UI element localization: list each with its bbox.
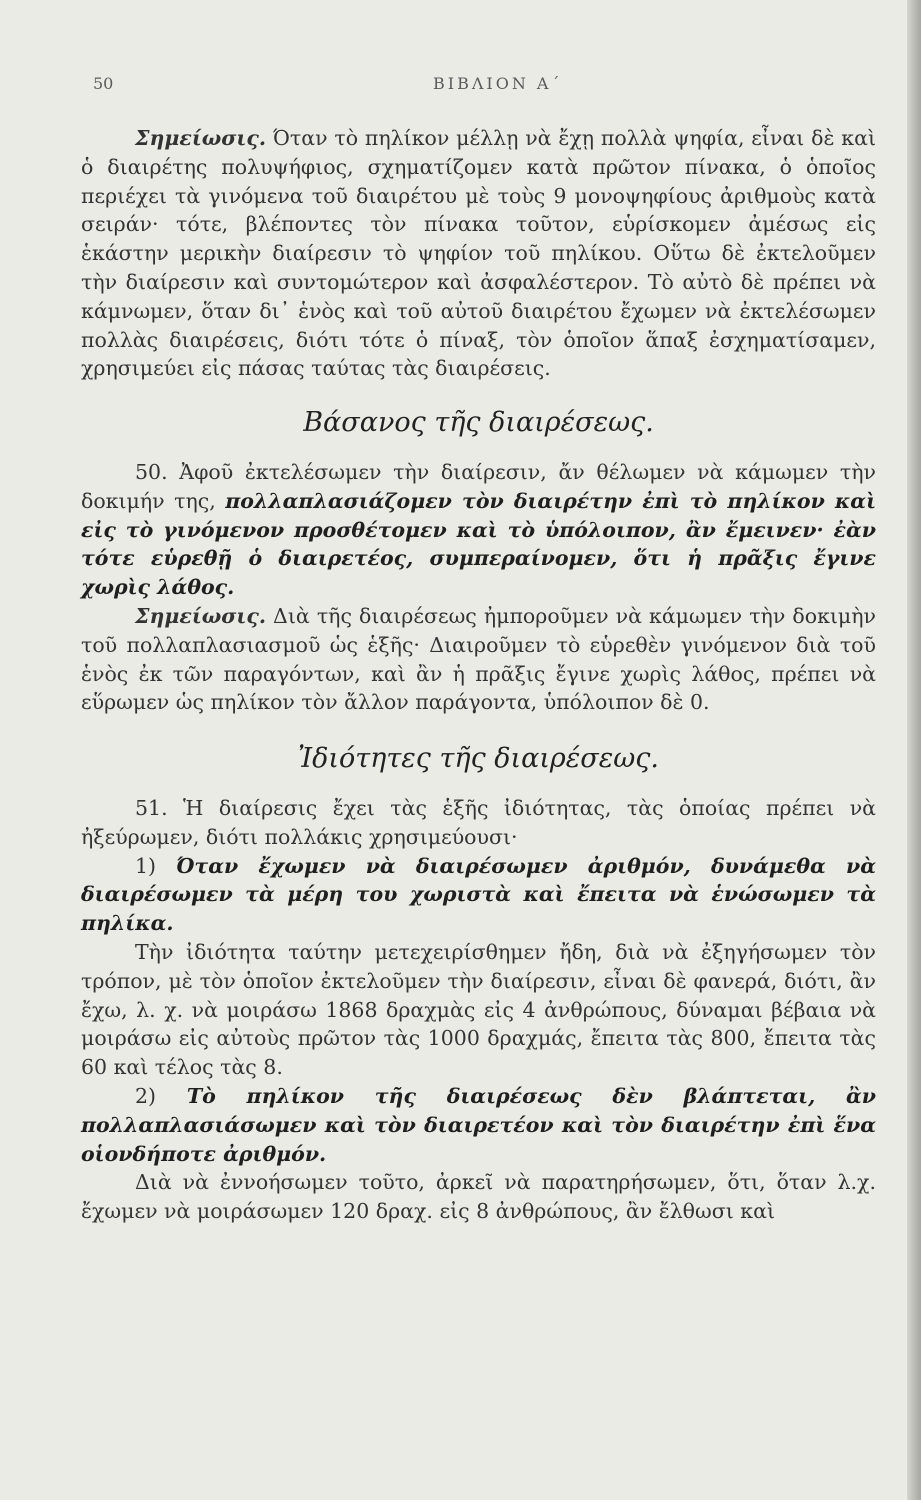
section-heading-properties: Ἰδιότητες τῆς διαιρέσεως. <box>298 743 659 775</box>
page-edge-shadow <box>907 0 921 1500</box>
section-heading-check: Βάσανος τῆς διαιρέσεως. <box>303 407 654 439</box>
note-text: Όταν τὸ πηλίκον μέλλῃ νὰ ἔχῃ πολλὰ ψηφία, εἶναι δὲ καὶ ὁ διαιρέτης πολυψήφιος, σχηματίζομεν κατὰ πρῶτον πίνακα, ὁ ὁποῖος περιέχει τὰ γινόμενα τοῦ διαιρέτου μὲ τοὺς 9 μονοψηφίους ἀριθμοὺς κατὰ σειράν· τότε, βλέποντες τὸν πίνακα τοῦτον, εὑρίσκομεν ἀμέσως εἰς ἑκάστην μερικὴν διαίρεσιν τὸ ψηφίον τοῦ πηλίκου. Οὕτω δὲ ἐκτελοῦμεν τὴν διαίρεσιν καὶ συντομώτερον καὶ ἀσφαλέστερον. Τὸ αὐτὸ δὲ πρέπει νὰ κάμνωμεν, ὅταν δι᾽ ἑνὸς καὶ τοῦ αὐτοῦ διαιρέτου ἔχωμεν νὰ ἐκτελέσωμεν πολλὰς διαιρέσεις, διότι τότε ὁ πίναξ, τὸν ὁποῖον ἅπαξ ἐσχηματίσαμεν, χρησιμεύει εἰς πάσας ταύτας τὰς διαιρέσεις. <box>81 126 876 381</box>
property-1-number: 1) <box>135 853 157 878</box>
note-paragraph-1 <box>81 124 876 383</box>
property-1 <box>81 852 876 938</box>
note-label: Σημείωσις. <box>135 126 266 150</box>
property-2-explanation: Διὰ νὰ ἐννοήσωμεν τοῦτο, ἀρκεῖ νὰ παρατηρήσωμεν, ὅτι, ὅταν λ.χ. ἔχωμεν νὰ μοιράσωμεν 120 δραχ. εἰς 8 ἀνθρώπους, ἂν ἔλθωσι καὶ <box>81 1170 876 1224</box>
page-number: 50 <box>93 74 114 93</box>
note-paragraph-2 <box>81 602 876 717</box>
paragraph-50-rule: πολλαπλασιάζομεν τὸν διαιρέτην ἐπὶ τὸ πηλίκον καὶ εἰς τὸ γινόμενον προσθέτομεν καὶ τὸ ὑπόλοιπον, ἂν ἔμεινεν· ἐὰν τότε εὑρεθῇ ὁ διαιρετέος, συμπεραίνομεν, ὅτι ἡ πρᾶξις ἔγινε χωρὶς λάθος. <box>81 488 876 600</box>
property-1-explanation: Τὴν ἰδιότητα ταύτην μετεχειρίσθημεν ἤδη, διὰ νὰ ἐξηγήσωμεν τὸν τρόπον, μὲ τὸν ὁποῖον ἐκτελοῦμεν τὴν διαίρεσιν, εἶναι δὲ φανερά, διότι, ἂν ἔχω, λ. χ. νὰ μοιράσω 1868 δραχμὰς εἰς 4 ἀνθρώπους, δύναμαι βέβαια νὰ μοιράσω εἰς αὐτοὺς πρῶτον τὰς 1000 δραχμάς, ἔπειτα τὰς 800, ἔπειτα τὰς 60 καὶ τέλος τὰς 8. <box>81 939 876 1080</box>
body-text <box>81 124 876 1226</box>
property-1-statement: Όταν ἔχωμεν νὰ διαιρέσωμεν ἀριθμόν, δυνάμεθα νὰ διαιρέσωμεν τὰ μέρη του χωριστὰ καὶ ἔπειτα νὰ ἑνώσωμεν τὰ πηλίκα. <box>81 853 876 936</box>
note-text: Διὰ τῆς διαιρέσεως ἠμποροῦμεν νὰ κάμωμεν τὴν δοκιμὴν τοῦ πολλαπλασιασμοῦ ὡς ἑξῆς· Διαιροῦμεν τὸ εὑρεθὲν γινόμενον διὰ τοῦ ἑνὸς ἐκ τῶν παραγόντων, καὶ ἂν ἡ πρᾶξις ἔγινε χωρὶς λάθος, πρέπει νὰ εὕρωμεν ὡς πηλίκον τὸν ἄλλον παράγοντα, ὑπόλοιπον δὲ 0. <box>81 603 876 715</box>
property-2-number: 2) <box>135 1083 157 1108</box>
property-2-statement: Τὸ πηλίκον τῆς διαιρέσεως δὲν βλάπτεται, ἂν πολλαπλασιάσωμεν καὶ τὸν διαιρετέον καὶ τὸν διαιρέτην ἐπὶ ἕνα οἱονδήποτε ἀριθμόν. <box>81 1083 876 1166</box>
note-label: Σημείωσις. <box>135 603 266 628</box>
paragraph-50-intro: 50. Ἀφοῦ ἐκτελέσωμεν τὴν διαίρεσιν, ἄν θέλωμεν νὰ κάμωμεν τὴν δοκιμήν της, <box>81 459 876 513</box>
property-2 <box>81 1082 876 1168</box>
paragraph-51: 51. Ἡ διαίρεσις ἔχει τὰς ἑξῆς ἰδιότητας, τὰς ὁποίας πρέπει νὰ ἠξεύρωμεν, διότι πολλάκις χρησιμεύουσι· <box>81 795 876 849</box>
page-header <box>93 74 773 100</box>
paragraph-50 <box>81 458 876 602</box>
running-head: ΒΙΒΛΙΟΝ Α΄ <box>433 74 563 93</box>
